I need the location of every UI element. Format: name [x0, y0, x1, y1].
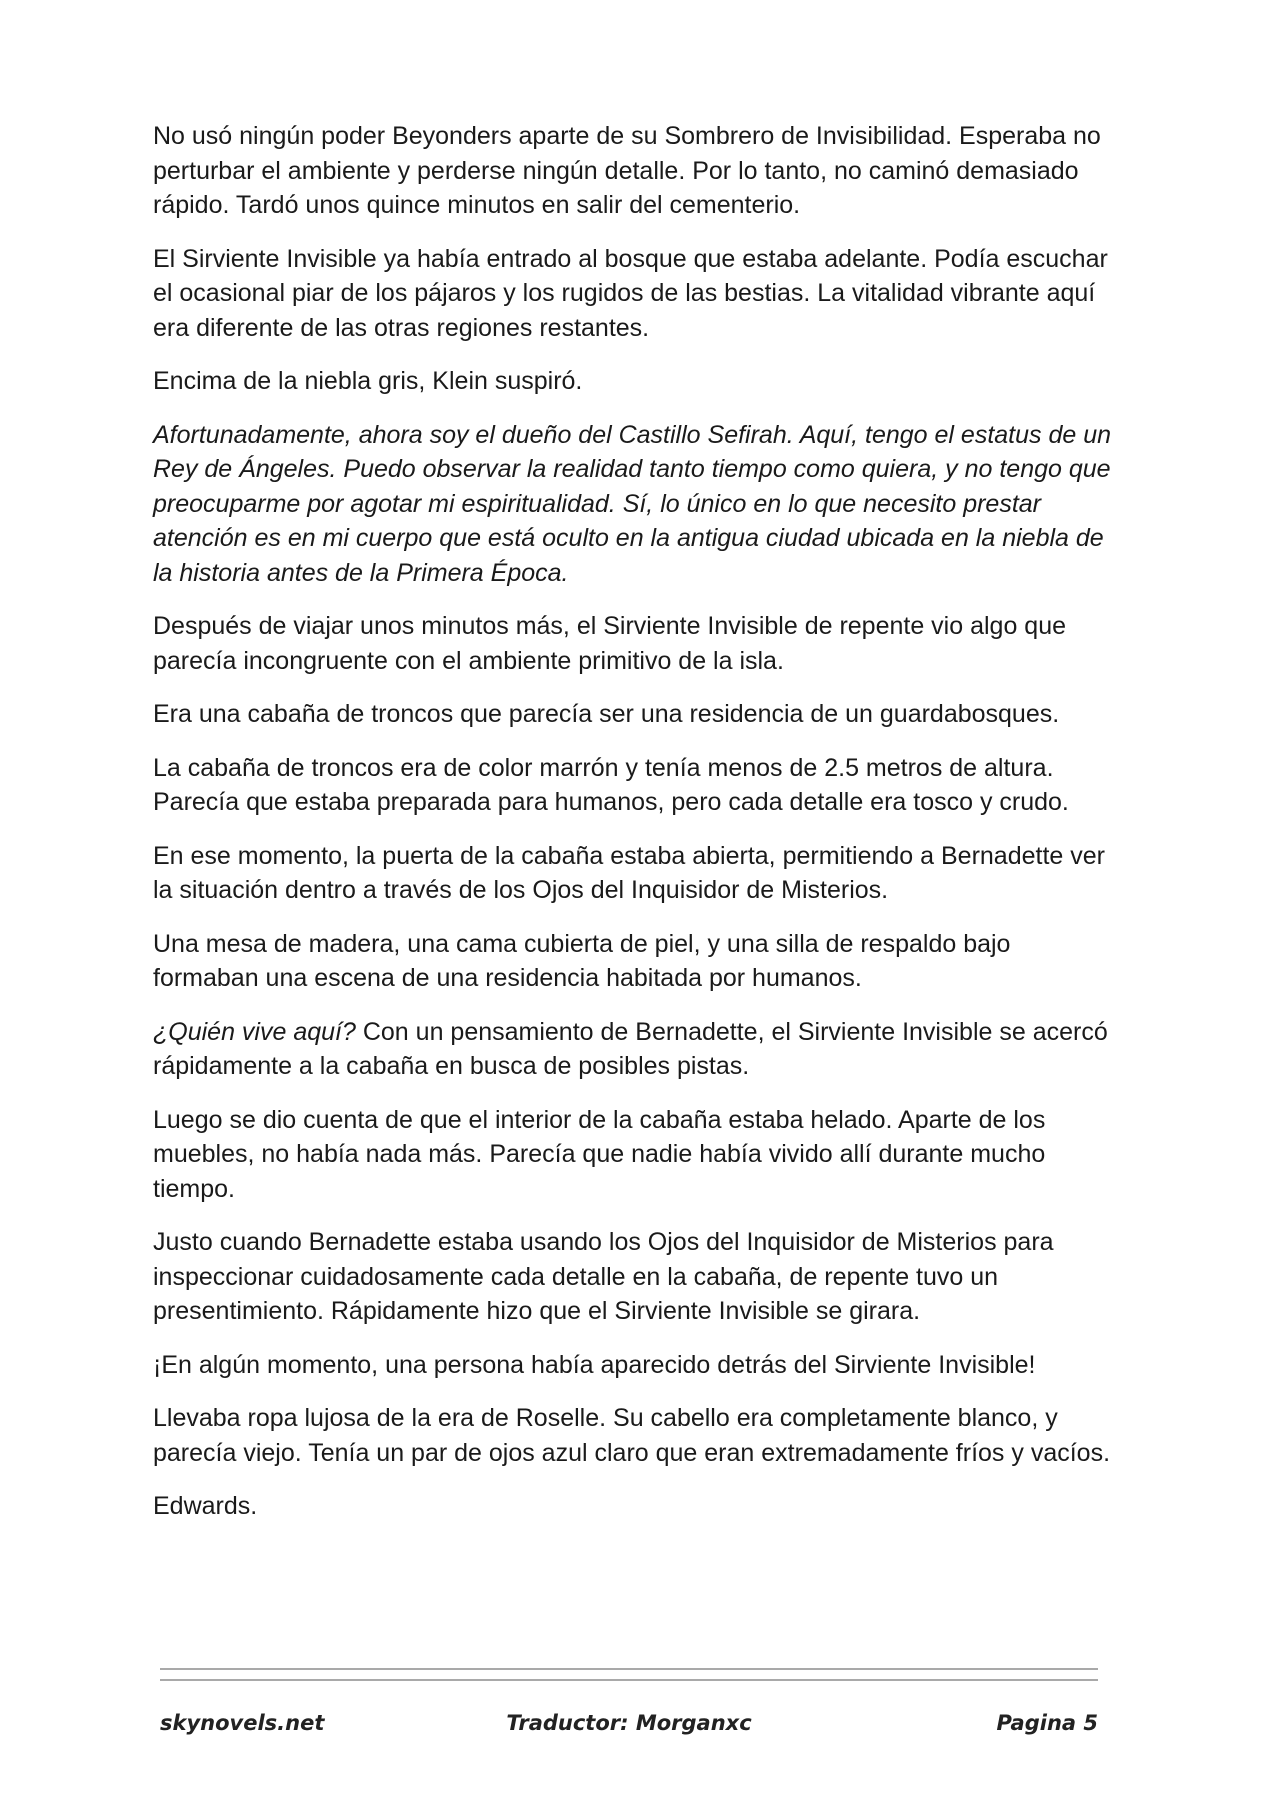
paragraph-text: Con un pensamiento de Bernadette, el Sirviente Invisible se acercó rápidamente a la cabaña en busca de posibles pistas. [153, 1017, 1108, 1080]
footer-rule-top [160, 1668, 1098, 1670]
paragraph: En ese momento, la puerta de la cabaña estaba abierta, permitiendo a Bernadette ver la situación dentro a través de los Ojos del Inquisidor de Misterios. [153, 841, 1105, 904]
chapter-body [153, 119, 1113, 1543]
paragraph: El Sirviente Invisible ya había entrado al bosque que estaba adelante. Podía escuchar el ocasional piar de los pájaros y los rugidos de las bestias. La vitalidad vibrante aquí era diferente de las otras regiones restantes. [153, 244, 1108, 342]
thought-paragraph: Afortunadamente, ahora soy el dueño del Castillo Sefirah. Aquí, tengo el estatus de un Rey de Ángeles. Puedo observar la realidad tanto tiempo como quiera, y no tengo que preocuparme por agotar mi espiritualidad. Sí, lo único en lo que necesito prestar atención es en mi cuerpo que está oculto en la antigua ciudad ubicada en la niebla de la historia antes de la Primera Época. [153, 420, 1112, 587]
paragraph: Era una cabaña de troncos que parecía ser una residencia de un guardabosques. [153, 700, 1060, 728]
paragraph: Llevaba ropa lujosa de la era de Roselle. Su cabello era completamente blanco, y parecía viejo. Tenía un par de ojos azul claro que eran extremadamente fríos y vacíos. [153, 1404, 1111, 1467]
paragraph: La cabaña de troncos era de color marrón y tenía menos de 2.5 metros de altura. Parecía que estaba preparada para humanos, pero cada detalle era tosco y crudo. [153, 753, 1069, 816]
paragraph: Justo cuando Bernadette estaba usando los Ojos del Inquisidor de Misterios para inspeccionar cuidadosamente cada detalle en la cabaña, de repente tuvo un presentimiento. Rápidamente hizo que el Sirviente Invisible se girara. [153, 1228, 1054, 1325]
paragraph: No usó ningún poder Beyonders aparte de su Sombrero de Invisibilidad. Esperaba no perturbar el ambiente y perderse ningún detalle. Por lo tanto, no caminó demasiado rápido. Tardó unos quince minutos en salir del cementerio. [153, 122, 1101, 219]
footer-rule-bottom [160, 1679, 1098, 1681]
paragraph: Después de viajar unos minutos más, el Sirviente Invisible de repente vio algo que parecía incongruente con el ambiente primitivo de la isla. [153, 612, 1067, 675]
paragraph: ¡En algún momento, una persona había aparecido detrás del Sirviente Invisible! [153, 1350, 1036, 1379]
paragraph: Edwards. [153, 1492, 258, 1520]
paragraph: Una mesa de madera, una cama cubierta de piel, y una silla de respaldo bajo formaban una escena de una residencia habitada por humanos. [153, 929, 1011, 992]
footer-translator: Traductor: Morganxc [506, 1711, 752, 1735]
thought-text: ¿Quién vive aquí? [153, 1017, 356, 1046]
page-footer [160, 1711, 1098, 1747]
footer-page-number: Pagina 5 [996, 1711, 1098, 1735]
paragraph: Luego se dio cuenta de que el interior de la cabaña estaba helado. Aparte de los muebles, no había nada más. Parecía que nadie había vivido allí durante mucho tiempo. [153, 1105, 1046, 1203]
footer-site: skynovels.net [160, 1711, 325, 1735]
footer-divider [160, 1668, 1098, 1690]
paragraph [153, 1015, 1113, 1084]
paragraph: Encima de la niebla gris, Klein suspiró. [153, 367, 583, 395]
